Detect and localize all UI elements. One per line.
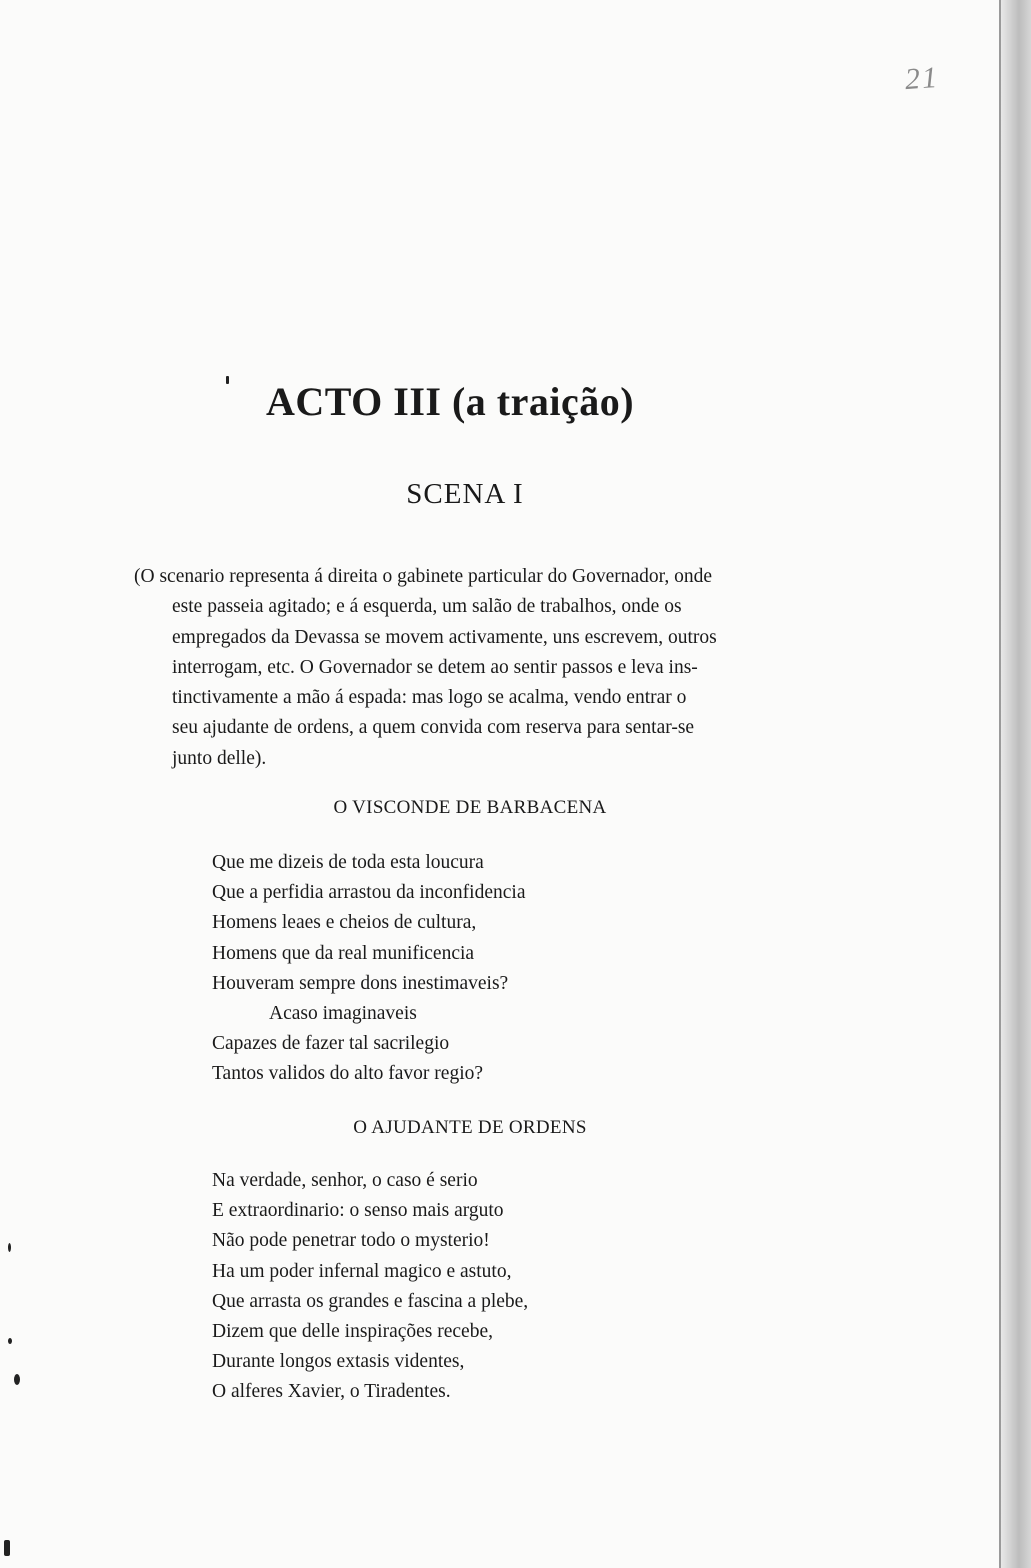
- verse-line: Não pode penetrar todo o mysterio!: [212, 1230, 490, 1252]
- verse-line: Que arrasta os grandes e fascina a plebe,: [212, 1290, 529, 1312]
- verse-line: Acaso imaginaveis: [269, 1003, 417, 1025]
- verse-line: Que a perfidia arrastou da inconfidencia: [212, 882, 526, 904]
- stage-direction: [134, 562, 806, 774]
- scene-title: SCENA I: [406, 478, 524, 510]
- verse-block: [212, 848, 525, 1090]
- verse-line: Dizem que delle inspirações recebe,: [212, 1321, 493, 1343]
- stage-direction-line: (O scenario representa á direita o gabinete particular do Governador, onde: [134, 566, 713, 587]
- verse-line: Que me dizeis de toda esta loucura: [212, 852, 484, 873]
- ink-speck: [14, 1374, 20, 1385]
- verse-line: Na verdade, senhor, o caso é serio: [212, 1170, 478, 1191]
- verse-block: [212, 1166, 528, 1408]
- page-edge-shadow: [1001, 0, 1031, 1568]
- speaker-name: O AJUDANTE DE ORDENS: [353, 1117, 587, 1138]
- stage-direction-line: seu ajudante de ordens, a quem convida com reserva para sentar-se: [172, 717, 695, 739]
- ink-speck: [4, 1540, 10, 1556]
- stage-direction-line: este passeia agitado; e á esquerda, um salão de trabalhos, onde os: [172, 596, 682, 618]
- folio-mark: 21: [903, 60, 941, 97]
- verse-line: Homens leaes e cheios de cultura,: [212, 912, 477, 934]
- speaker-name: O VISCONDE DE BARBACENA: [333, 797, 607, 818]
- verse-line: Durante longos extasis videntes,: [212, 1351, 465, 1373]
- verse-line: Houveram sempre dons inestimaveis?: [212, 972, 509, 994]
- stage-direction-line: tinctivamente a mão á espada: mas logo se acalma, vendo entrar o: [172, 687, 687, 709]
- act-title: ACTO III (a traição): [265, 379, 635, 424]
- stage-direction-line: interrogam, etc. O Governador se detem ao sentir passos e leva ins-: [172, 656, 698, 678]
- stage-direction-line: junto delle).: [172, 747, 267, 769]
- verse-line: Capazes de fazer tal sacrilegio: [212, 1033, 450, 1055]
- ink-speck: [8, 1243, 11, 1252]
- ink-speck: [8, 1338, 12, 1344]
- verse-line: Tantos validos do alto favor regio?: [212, 1063, 484, 1085]
- verse-line: O alferes Xavier, o Tiradentes.: [212, 1381, 451, 1403]
- verse-line: E extraordinario: o senso mais arguto: [212, 1200, 504, 1222]
- verse-line: Ha um poder infernal magico e astuto,: [212, 1260, 512, 1282]
- verse-line: Homens que da real munificencia: [212, 942, 475, 964]
- stage-direction-line: empregados da Devassa se movem activamente, uns escrevem, outros: [172, 626, 717, 648]
